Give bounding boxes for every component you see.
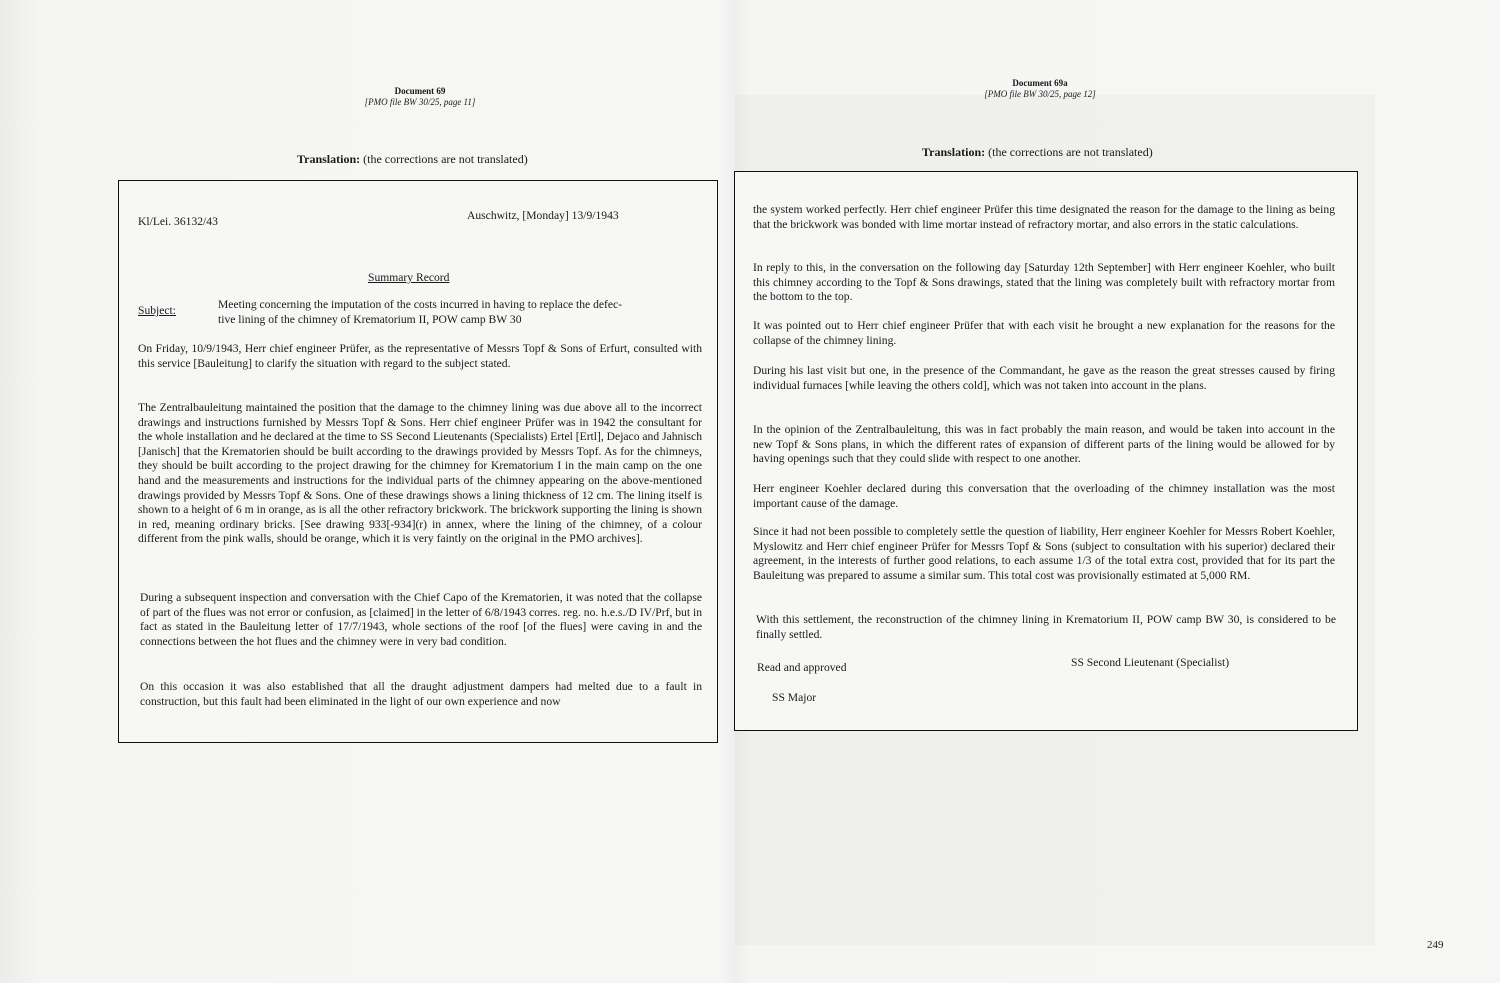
left-paragraph-3: During a subsequent inspection and conversation with the Chief Capo of the Krematorien, it was noted that the collapse of part of the flues was not error or confusion, as [claimed] in the letter of 6/8/1943 corres. reg. no. h.e.s./D IV/Prf, but in fact as stated in the Bauleitung letter of 17/7/1943, whole sections of the roof [of the flues] were caving in and the connections between the hot flues and the chimney were in very bad condition.: [140, 591, 702, 648]
left-paragraph-4: On this occasion it was also established that all the draught adjustment dampers had melted due to a fault in construction, but this fault had been eliminated in the light of our own experience and now: [140, 680, 702, 708]
left-translation-label: Translation:: [297, 152, 361, 166]
left-doc-header: [330, 86, 510, 108]
right-paragraph-3: It was pointed out to Herr chief engineer Prüfer that with each visit he brought a new explanation for the reasons for the collapse of the chimney lining.: [753, 319, 1335, 347]
page-number: 249: [1427, 939, 1444, 951]
left-subject-line2: tive lining of the chimney of Krematorium II, POW camp BW 30: [218, 313, 522, 326]
right-translation-label: Translation:: [922, 145, 986, 159]
left-subject-label: Subject:: [138, 304, 176, 317]
right-paragraph-6: Herr engineer Koehler declared during this conversation that the overloading of the chimney installation was the most important cause of the damage.: [753, 482, 1335, 510]
left-place-date: Auschwitz, [Monday] 13/9/1943: [467, 209, 619, 222]
right-paragraph-4: During his last visit but one, in the presence of the Commandant, he gave as the reason the great stresses caused by firing individual furnaces [while leaving the others cold], which was not taken into account in the plans.: [753, 364, 1335, 392]
signature-ss-major: SS Major: [772, 691, 817, 704]
left-doc-title: Document 69: [394, 86, 446, 96]
left-paragraph-2: The Zentralbauleitung maintained the position that the damage to the chimney lining was due above all to the incorrect drawings and instructions furnished by Messrs Topf & Sons. Herr chief engineer Prüfer was in 1942 the consultant for the whole installation and he declared at the time to SS Second Lieutenants (Specialists) Ertel [Ertl], Dejaco and Jahnisch [Janisch] that the Krematorien should be built according to the drawings provided by Messrs Topf. As for the chimneys, they should be built according to the project drawing for the chimney for Krematorium I in the main camp on the one hand and the measurements and instructions for the individual parts of the chimney appearing on the above-mentioned drawings provided by Messrs Topf & Sons. One of these drawings shows a lining thickness of 12 cm. The lining itself is shown to a height of 6 m in orange, as is all the other refractory brickwork. The brickwork supporting the lining is shown in red, meaning ordinary bricks. [See drawing 933[-934](r) in annex, where the lining of the chimney, of a colour different from the pink walls, should be orange, which it is very faintly on the original in the PMO archives].: [138, 401, 702, 546]
right-paragraph-5: In the opinion of the Zentralbauleitung, this was in fact probably the main reason, and would be taken into account in the new Topf & Sons plans, in which the different rates of expansion of different parts of the lining would be allowed for by having openings such that they could slide with respect to one another.: [753, 423, 1335, 466]
right-paragraph-8: With this settlement, the reconstruction of the chimney lining in Krematorium II, POW camp BW 30, is considered to be finally settled.: [756, 613, 1336, 641]
right-doc-header: [950, 78, 1130, 100]
read-and-approved: Read and approved: [757, 661, 847, 674]
right-doc-source: [PMO file BW 30/25, page 12]: [984, 89, 1096, 99]
left-subject-line1: Meeting concerning the imputation of the costs incurred in having to replace the defec-: [218, 298, 623, 311]
left-translation-note: [297, 152, 528, 166]
right-paragraph-1: the system worked perfectly. Herr chief engineer Prüfer this time designated the reason for the damage to the lining as being that the brickwork was bonded with lime mortar instead of refractory mortar, and also errors in the static calculations.: [753, 203, 1335, 231]
right-doc-title: Document 69a: [1012, 78, 1068, 88]
left-reference: Kl/Lei. 36132/43: [138, 215, 218, 228]
left-translation-text: (the corrections are not translated): [363, 152, 528, 166]
right-translation-text: (the corrections are not translated): [988, 145, 1153, 159]
signature-second-lieutenant: SS Second Lieutenant (Specialist): [1071, 656, 1230, 669]
left-heading: Summary Record: [368, 271, 450, 284]
left-doc-source: [PMO file BW 30/25, page 11]: [364, 97, 476, 107]
right-translation-note: [922, 145, 1153, 159]
right-paragraph-2: In reply to this, in the conversation on the following day [Saturday 12th September] with Herr engineer Koehler, who built this chimney according to the Topf & Sons drawings, stated that the lining was completely built with refractory mortar from the bottom to the top.: [753, 261, 1335, 304]
right-paragraph-7: Since it had not been possible to completely settle the question of liability, Herr engineer Koehler for Messrs Robert Koehler, Myslowitz and Herr chief engineer Prüfer for Messrs Topf & Sons (subject to consultation with his superior) declared their agreement, in the interests of further good relations, to each assume 1/3 of the total extra cost, provided that for its part the Bauleitung was prepared to assume a similar sum. This total cost was provisionally estimated at 5,000 RM.: [753, 525, 1335, 583]
left-paragraph-1: On Friday, 10/9/1943, Herr chief engineer Prüfer, as the representative of Messrs Topf & Sons of Erfurt, consulted with this service [Bauleitung] to clarify the situation with regard to the subject stated.: [138, 342, 702, 370]
